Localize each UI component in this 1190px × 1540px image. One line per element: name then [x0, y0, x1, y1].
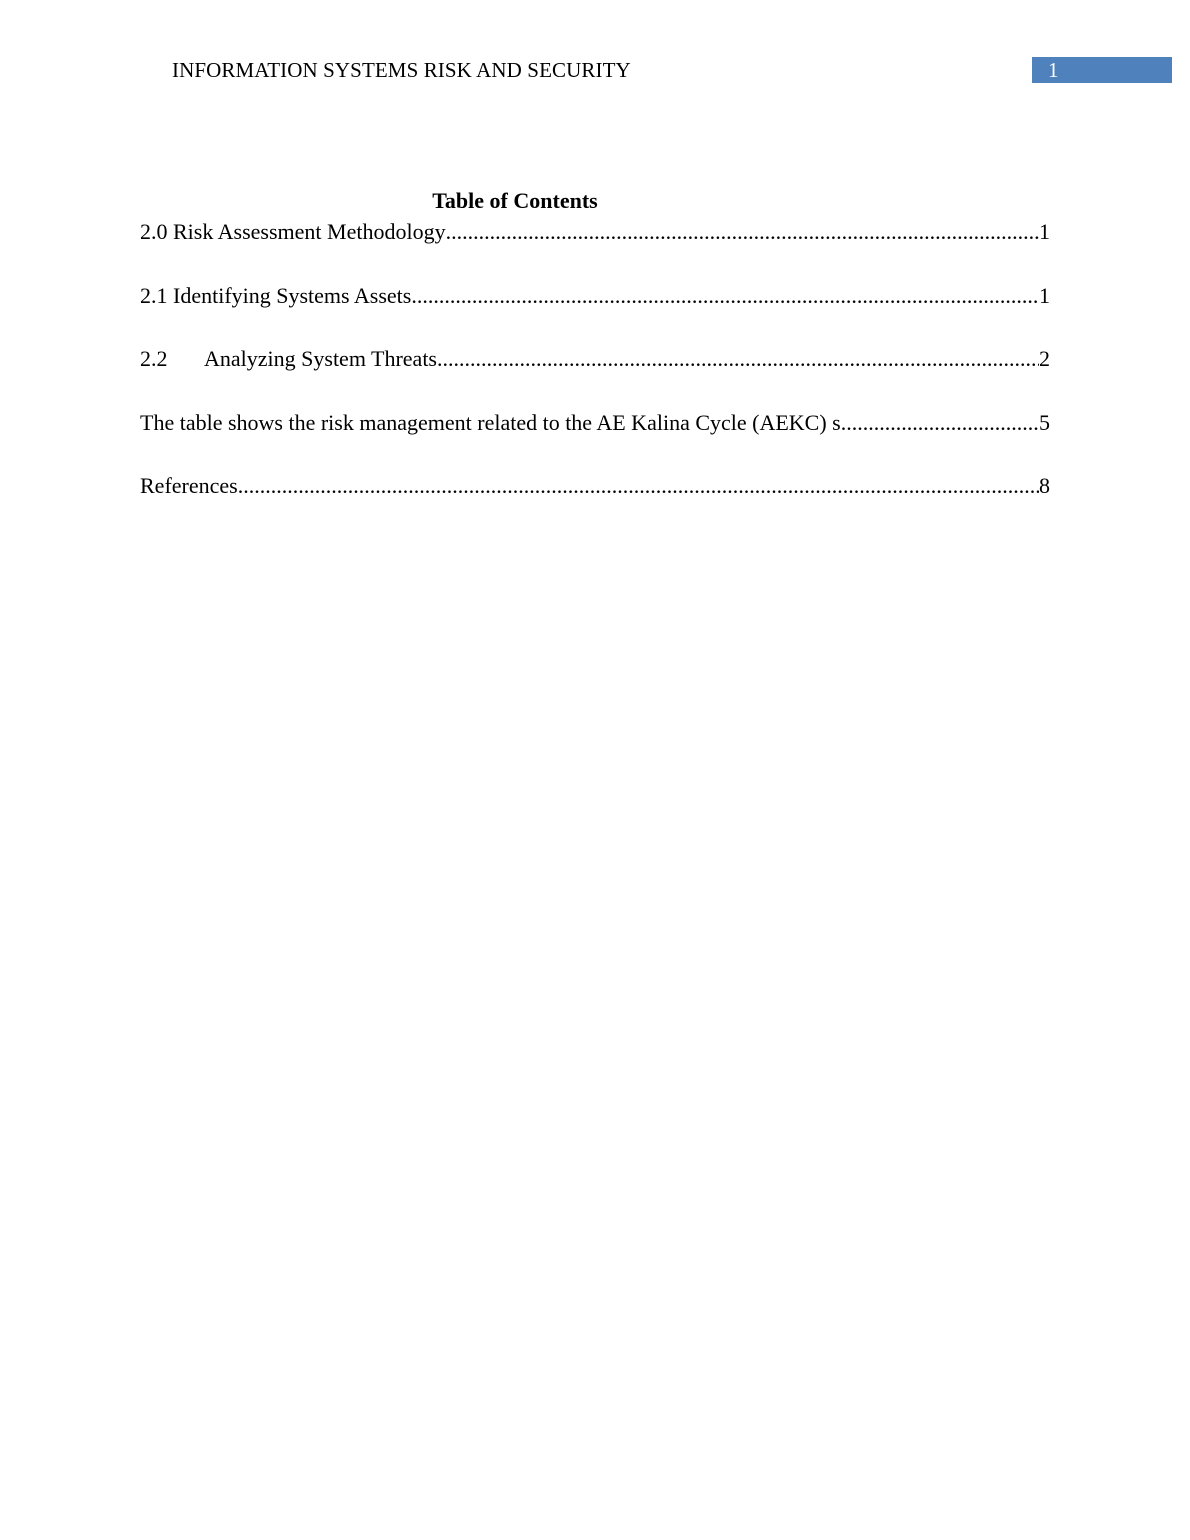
toc-entry-text: 2.0 Risk Assessment Methodology	[140, 219, 446, 244]
toc-entry[interactable]	[140, 344, 1050, 408]
toc-entry-page: 8	[1039, 473, 1050, 498]
toc-dot-leader	[411, 281, 1039, 311]
toc-entry-text: The table shows the risk management related to the AE Kalina Cycle (AEKC) s	[140, 409, 841, 435]
toc-dot-leader	[841, 408, 1039, 438]
toc-entry[interactable]	[140, 471, 1050, 535]
page-number: 1	[1048, 58, 1059, 82]
page-number-box	[1032, 57, 1172, 83]
toc-entry-page: 5	[1039, 409, 1050, 435]
toc-entry[interactable]	[140, 217, 1050, 281]
toc-entry-text: References	[140, 473, 238, 498]
toc-entry-text: Analyzing System Threats	[204, 346, 437, 371]
toc-entry-page: 2	[1039, 346, 1050, 371]
toc-entry-page: 1	[1039, 219, 1050, 244]
toc-title: Table of Contents	[432, 188, 598, 213]
toc-dot-leader	[238, 471, 1039, 501]
toc-entry-number: 2.2	[140, 346, 168, 371]
toc-entry[interactable]	[140, 408, 1050, 472]
running-header-title: INFORMATION SYSTEMS RISK AND SECURITY	[172, 58, 631, 82]
toc-entry-text: 2.1 Identifying Systems Assets	[140, 282, 412, 308]
toc-dot-leader	[446, 217, 1039, 247]
toc-entry-page: 1	[1039, 282, 1050, 308]
toc-entry[interactable]	[140, 281, 1050, 345]
toc-list	[140, 217, 1050, 535]
toc-dot-leader	[437, 344, 1039, 374]
